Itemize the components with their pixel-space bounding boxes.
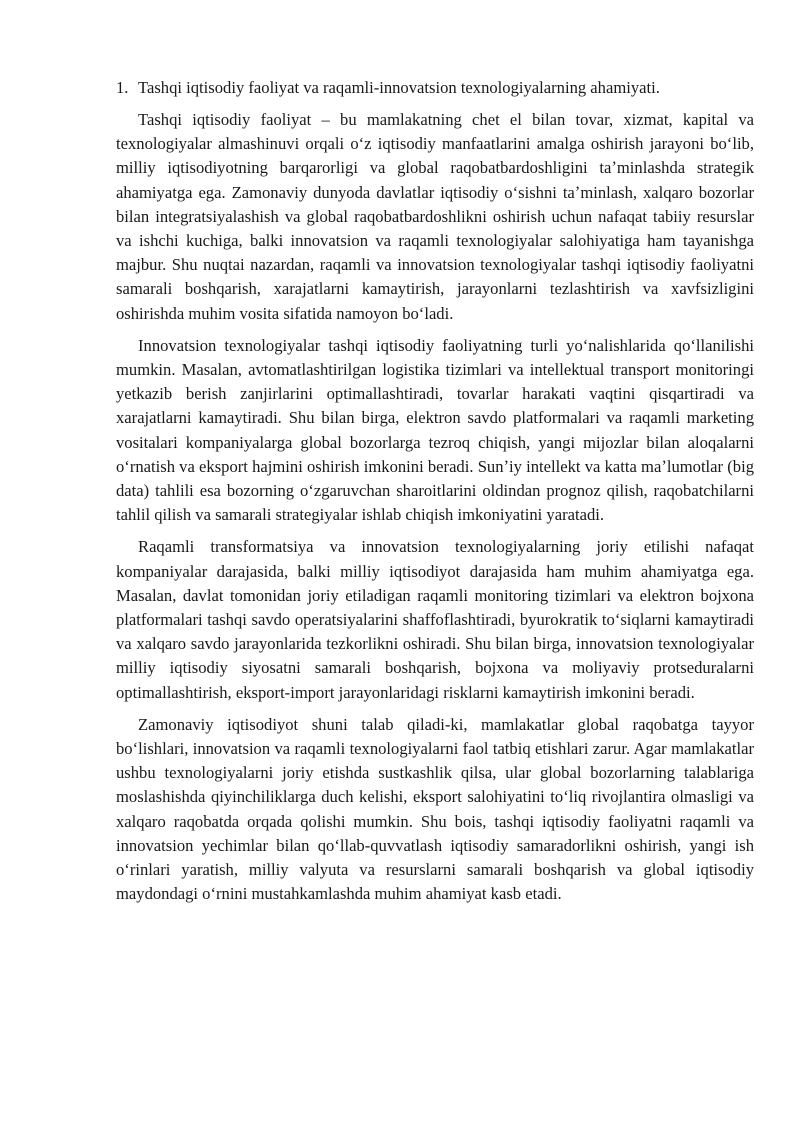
section-number: 1. <box>116 78 129 97</box>
paragraph-2: Innovatsion texnologiyalar tashqi iqtisodiy faoliyatning turli yoʻnalishlarida qoʻllanilishi mumkin. Masalan, avtomatlashtirilgan logistika tizimlari va intellektual transport monitoringi yetkazib berish zanjirlarini optimallashtiradi, tovarlar harakati vaqtini qisqartiradi va xarajatlarni kamaytiradi. Shu bilan birga, elektron savdo platformalari va raqamli marketing vositalari kompaniyalarga global bozorlarga tezroq chiqish, yangi mijozlar bilan aloqalarni oʻrnatish va eksport hajmini oshirish imkonini beradi. Sunʼiy intellekt va katta maʼlumotlar (big data) tahlili esa bozorning oʻzgaruvchan sharoitlarini oldindan prognoz qilish, raqobatchilarni tahlil qilish va samarali strategiyalar ishlab chiqish imkoniyatini yaratadi. <box>116 335 754 525</box>
section-heading <box>116 76 754 100</box>
section-title: Tashqi iqtisodiy faoliyat va raqamli-innovatsion texnologiyalarning ahamiyati. <box>138 78 660 97</box>
paragraph-1: Tashqi iqtisodiy faoliyat – bu mamlakatning chet el bilan tovar, xizmat, kapital va texnologiyalar almashinuvi orqali oʻz iqtisodiy manfaatlarini amalga oshirish jarayoni boʻlib, milliy iqtisodiyotning barqarorligi va global raqobatbardoshligini taʼminlashda strategik ahamiyatga ega. Zamonaviy dunyoda davlatlar iqtisodiy oʻsishni taʼminlash, xalqaro bozorlar bilan integratsiyalashish va global raqobatbardoshlikni oshirish uchun nafaqat tabiiy resurslar va ishchi kuchiga, balki innovatsion va raqamli texnologiyalar salohiyatiga ham tayanishga majbur. Shu nuqtai nazardan, raqamli va innovatsion texnologiyalar tashqi iqtisodiy faoliyatni samarali boshqarish, xarajatlarni kamaytirish, jarayonlarni tezlashtirish va xavfsizligini oshirishda muhim vosita sifatida namoyon boʻladi. <box>116 110 754 323</box>
paragraph-4: Zamonaviy iqtisodiyot shuni talab qiladi-ki, mamlakatlar global raqobatga tayyor boʻlishlari, innovatsion va raqamli texnologiyalarni faol tatbiq etishlari zarur. Agar mamlakatlar ushbu texnologiyalarni joriy etishda sustkashlik qilsa, ular global bozorlarning talablariga moslashishda qiyinchiliklarga duch kelishi, eksport salohiyatini toʻliq rivojlantira olmasligi va xalqaro raqobatda orqada qolishi mumkin. Shu bois, tashqi iqtisodiy faoliyatni raqamli va innovatsion yechimlar bilan qoʻllab-quvvatlash iqtisodiy samaradorlikni oshirish, yangi ish oʻrinlari yaratish, milliy valyuta va resurslarni samarali boshqarish va global iqtisodiy maydondagi oʻrnini mustahkamlashda muhim ahamiyat kasb etadi. <box>116 714 754 904</box>
document-page <box>116 76 754 915</box>
paragraph-3: Raqamli transformatsiya va innovatsion texnologiyalarning joriy etilishi nafaqat kompaniyalar darajasida, balki milliy iqtisodiyot darajasida ham muhim ahamiyatga ega. Masalan, davlat tomonidan joriy etiladigan raqamli monitoring tizimlari va elektron bojxona platformalari tashqi savdo operatsiyalarini shaffoflashtiradi, byurokratik toʻsiqlarni kamaytiradi va xalqaro savdo jarayonlarida tezkorlikni oshiradi. Shu bilan birga, innovatsion texnologiyalar milliy iqtisodiy siyosatni samarali boshqarish, bojxona va moliyaviy protseduralarni optimallashtirish, eksport-import jarayonlaridagi risklarni kamaytirish imkonini beradi. <box>116 537 754 702</box>
